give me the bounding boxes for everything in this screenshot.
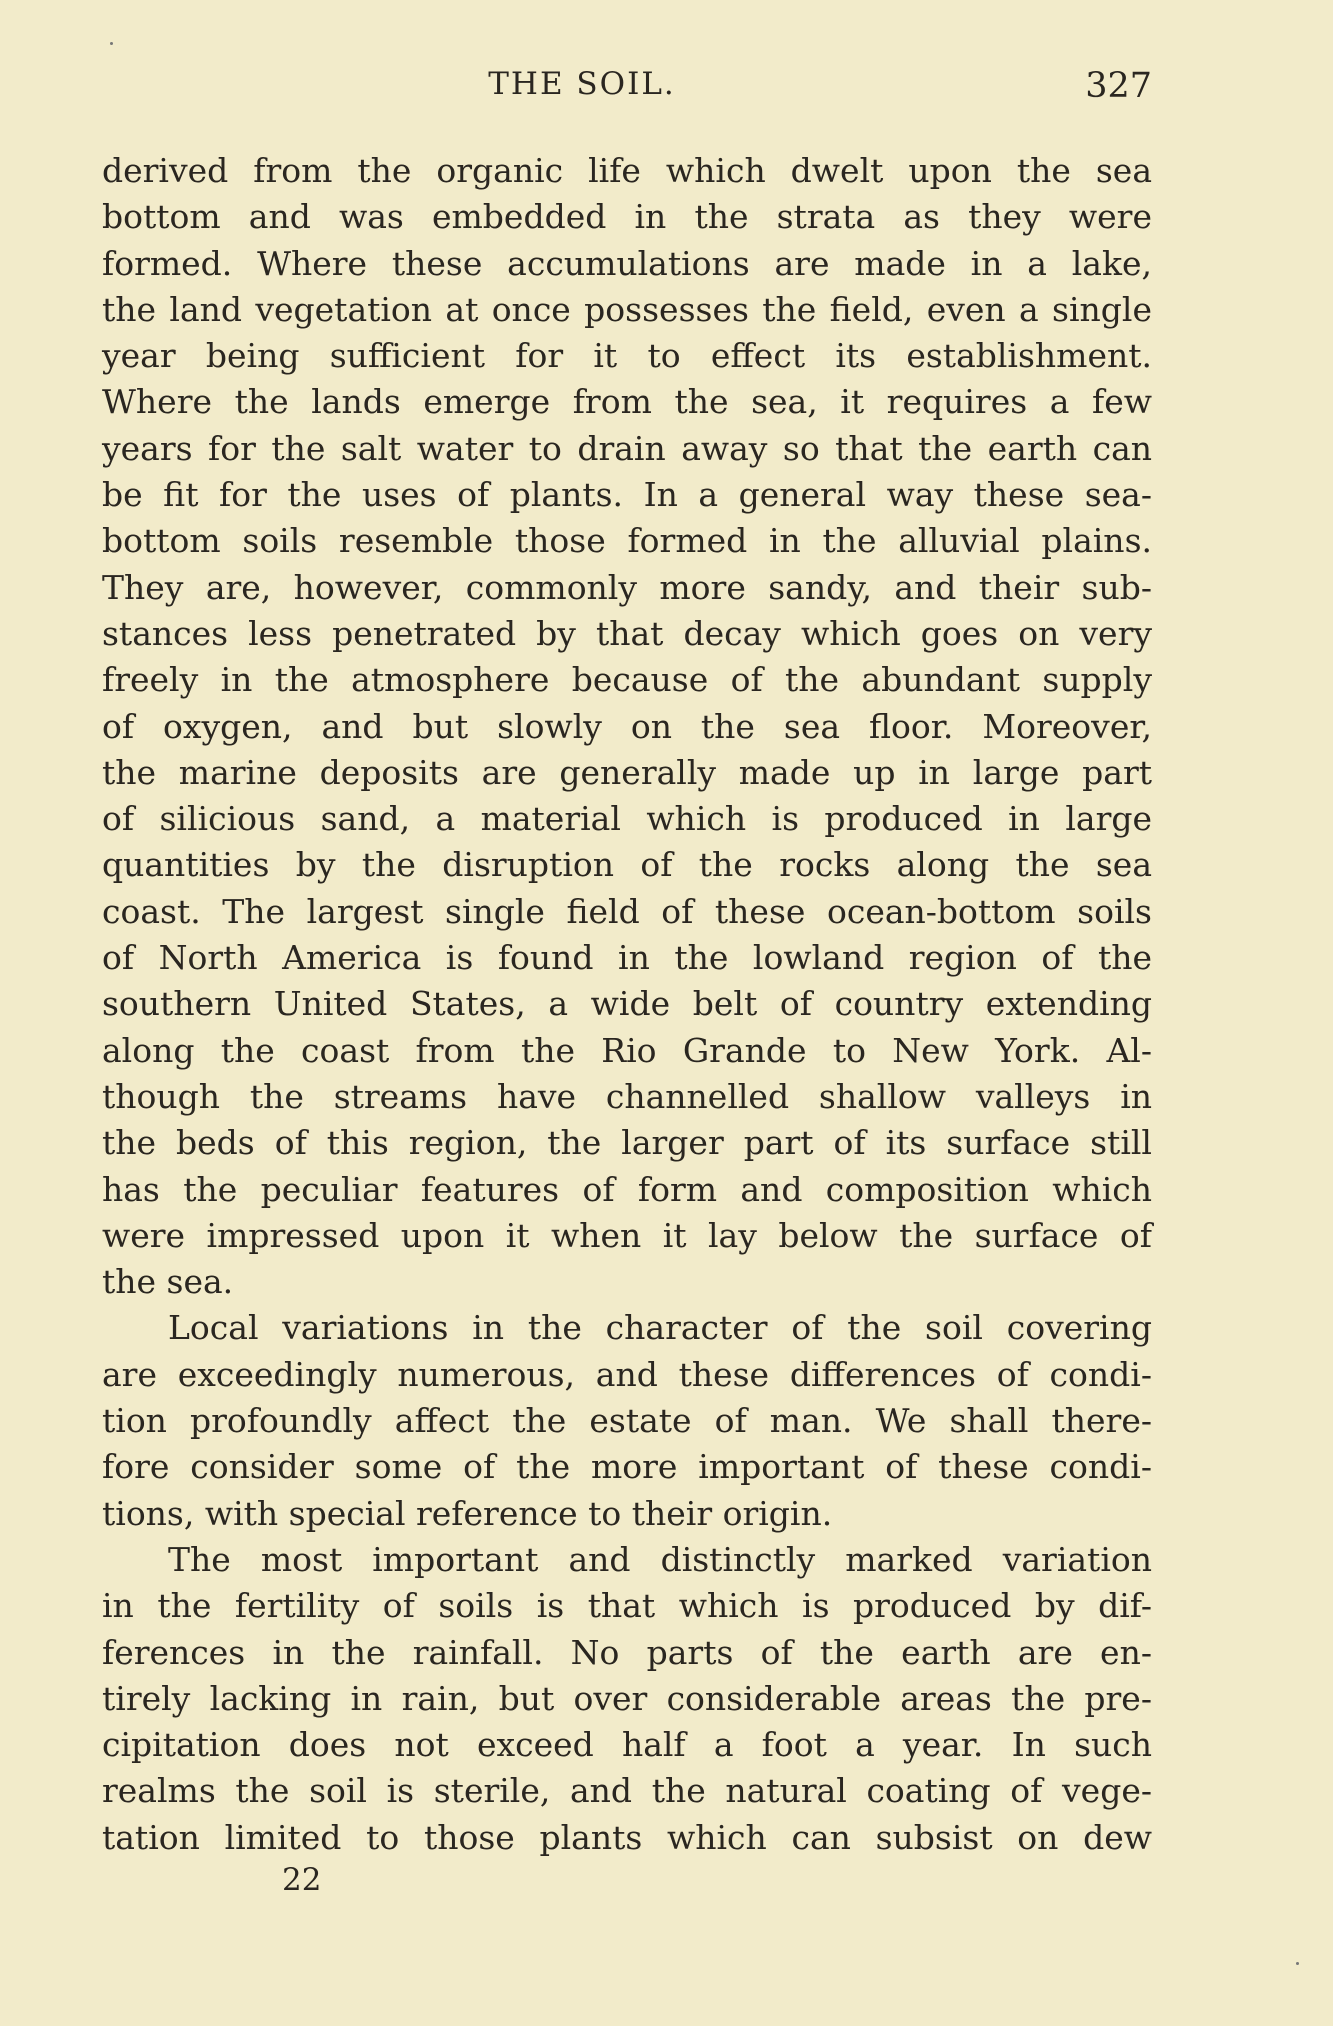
running-head <box>102 62 1152 114</box>
text-line: tation limited to those plants which can subsist on dew <box>102 1817 1152 1857</box>
text-line: of oxygen, and but slowly on the sea floor. Moreover, <box>102 706 1152 746</box>
text-line: the beds of this region, the larger part of its surface still <box>102 1123 1152 1163</box>
text-line: fore consider some of the more important of these condi- <box>102 1447 1152 1487</box>
text-line: year being sufficient for it to effect its establishment. <box>102 336 1152 376</box>
page-speck <box>1296 1962 1299 1965</box>
text-line: southern United States, a wide belt of country extending <box>102 984 1152 1024</box>
text-line: stances less penetrated by that decay which goes on very <box>102 613 1152 653</box>
text-line: were impressed upon it when it lay below the surface of <box>102 1215 1152 1255</box>
page-number: 327 <box>1085 66 1152 106</box>
text-line: bottom and was embedded in the strata as they were <box>102 197 1152 237</box>
text-line: quantities by the disruption of the rocks along the sea <box>102 845 1152 885</box>
signature-mark: 22 <box>282 1862 322 1898</box>
text-line: cipitation does not exceed half a foot a year. In such <box>102 1725 1152 1765</box>
text-line: though the streams have channelled shallow valleys in <box>102 1076 1152 1116</box>
text-line: tion profoundly affect the estate of man. We shall there- <box>102 1401 1152 1441</box>
text-line: derived from the organic life which dwelt upon the sea <box>102 151 1152 190</box>
text-line: tirely lacking in rain, but over considerable areas the pre- <box>102 1678 1152 1718</box>
text-line: realms the soil is sterile, and the natural coating of vege- <box>102 1771 1152 1811</box>
text-line: along the coast from the Rio Grande to New York. Al- <box>102 1030 1152 1070</box>
text-line: ferences in the rainfall. No parts of the earth are en- <box>102 1632 1152 1672</box>
running-head-title: THE SOIL. <box>488 66 676 102</box>
text-line: freely in the atmosphere because of the abundant supply <box>102 660 1152 700</box>
text-line: years for the salt water to drain away so that the earth can <box>102 428 1152 468</box>
text-line: are exceedingly numerous, and these differences of condi- <box>102 1354 1152 1394</box>
text-line: They are, however, commonly more sandy, and their sub- <box>102 567 1152 607</box>
text-line: formed. Where these accumulations are made in a lake, <box>102 243 1152 283</box>
text-line: has the peculiar features of form and composition which <box>102 1169 1152 1209</box>
text-line: tions, with special reference to their origin. <box>102 1493 833 1533</box>
text-line: of silicious sand, a material which is produced in large <box>102 799 1152 839</box>
text-line: coast. The largest single field of these ocean-bottom soils <box>102 891 1152 931</box>
text-line: the land vegetation at once possesses the field, even a single <box>102 289 1152 329</box>
page-speck <box>110 42 113 45</box>
text-line: the marine deposits are generally made up in large part <box>102 752 1152 792</box>
body-text <box>102 148 1152 1861</box>
text-line: in the fertility of soils is that which is produced by dif- <box>102 1586 1152 1626</box>
text-line: be fit for the uses of plants. In a general way these sea- <box>102 475 1152 515</box>
text-line: bottom soils resemble those formed in the alluvial plains. <box>102 521 1152 561</box>
paragraph-start-line: The most important and distinctly marked variation <box>168 1539 1152 1579</box>
text-line: the sea. <box>102 1262 234 1302</box>
text-line: Where the lands emerge from the sea, it requires a few <box>102 382 1152 422</box>
paragraph-start-line: Local variations in the character of the soil covering <box>168 1308 1152 1348</box>
text-line: of North America is found in the lowland region of the <box>102 938 1152 978</box>
